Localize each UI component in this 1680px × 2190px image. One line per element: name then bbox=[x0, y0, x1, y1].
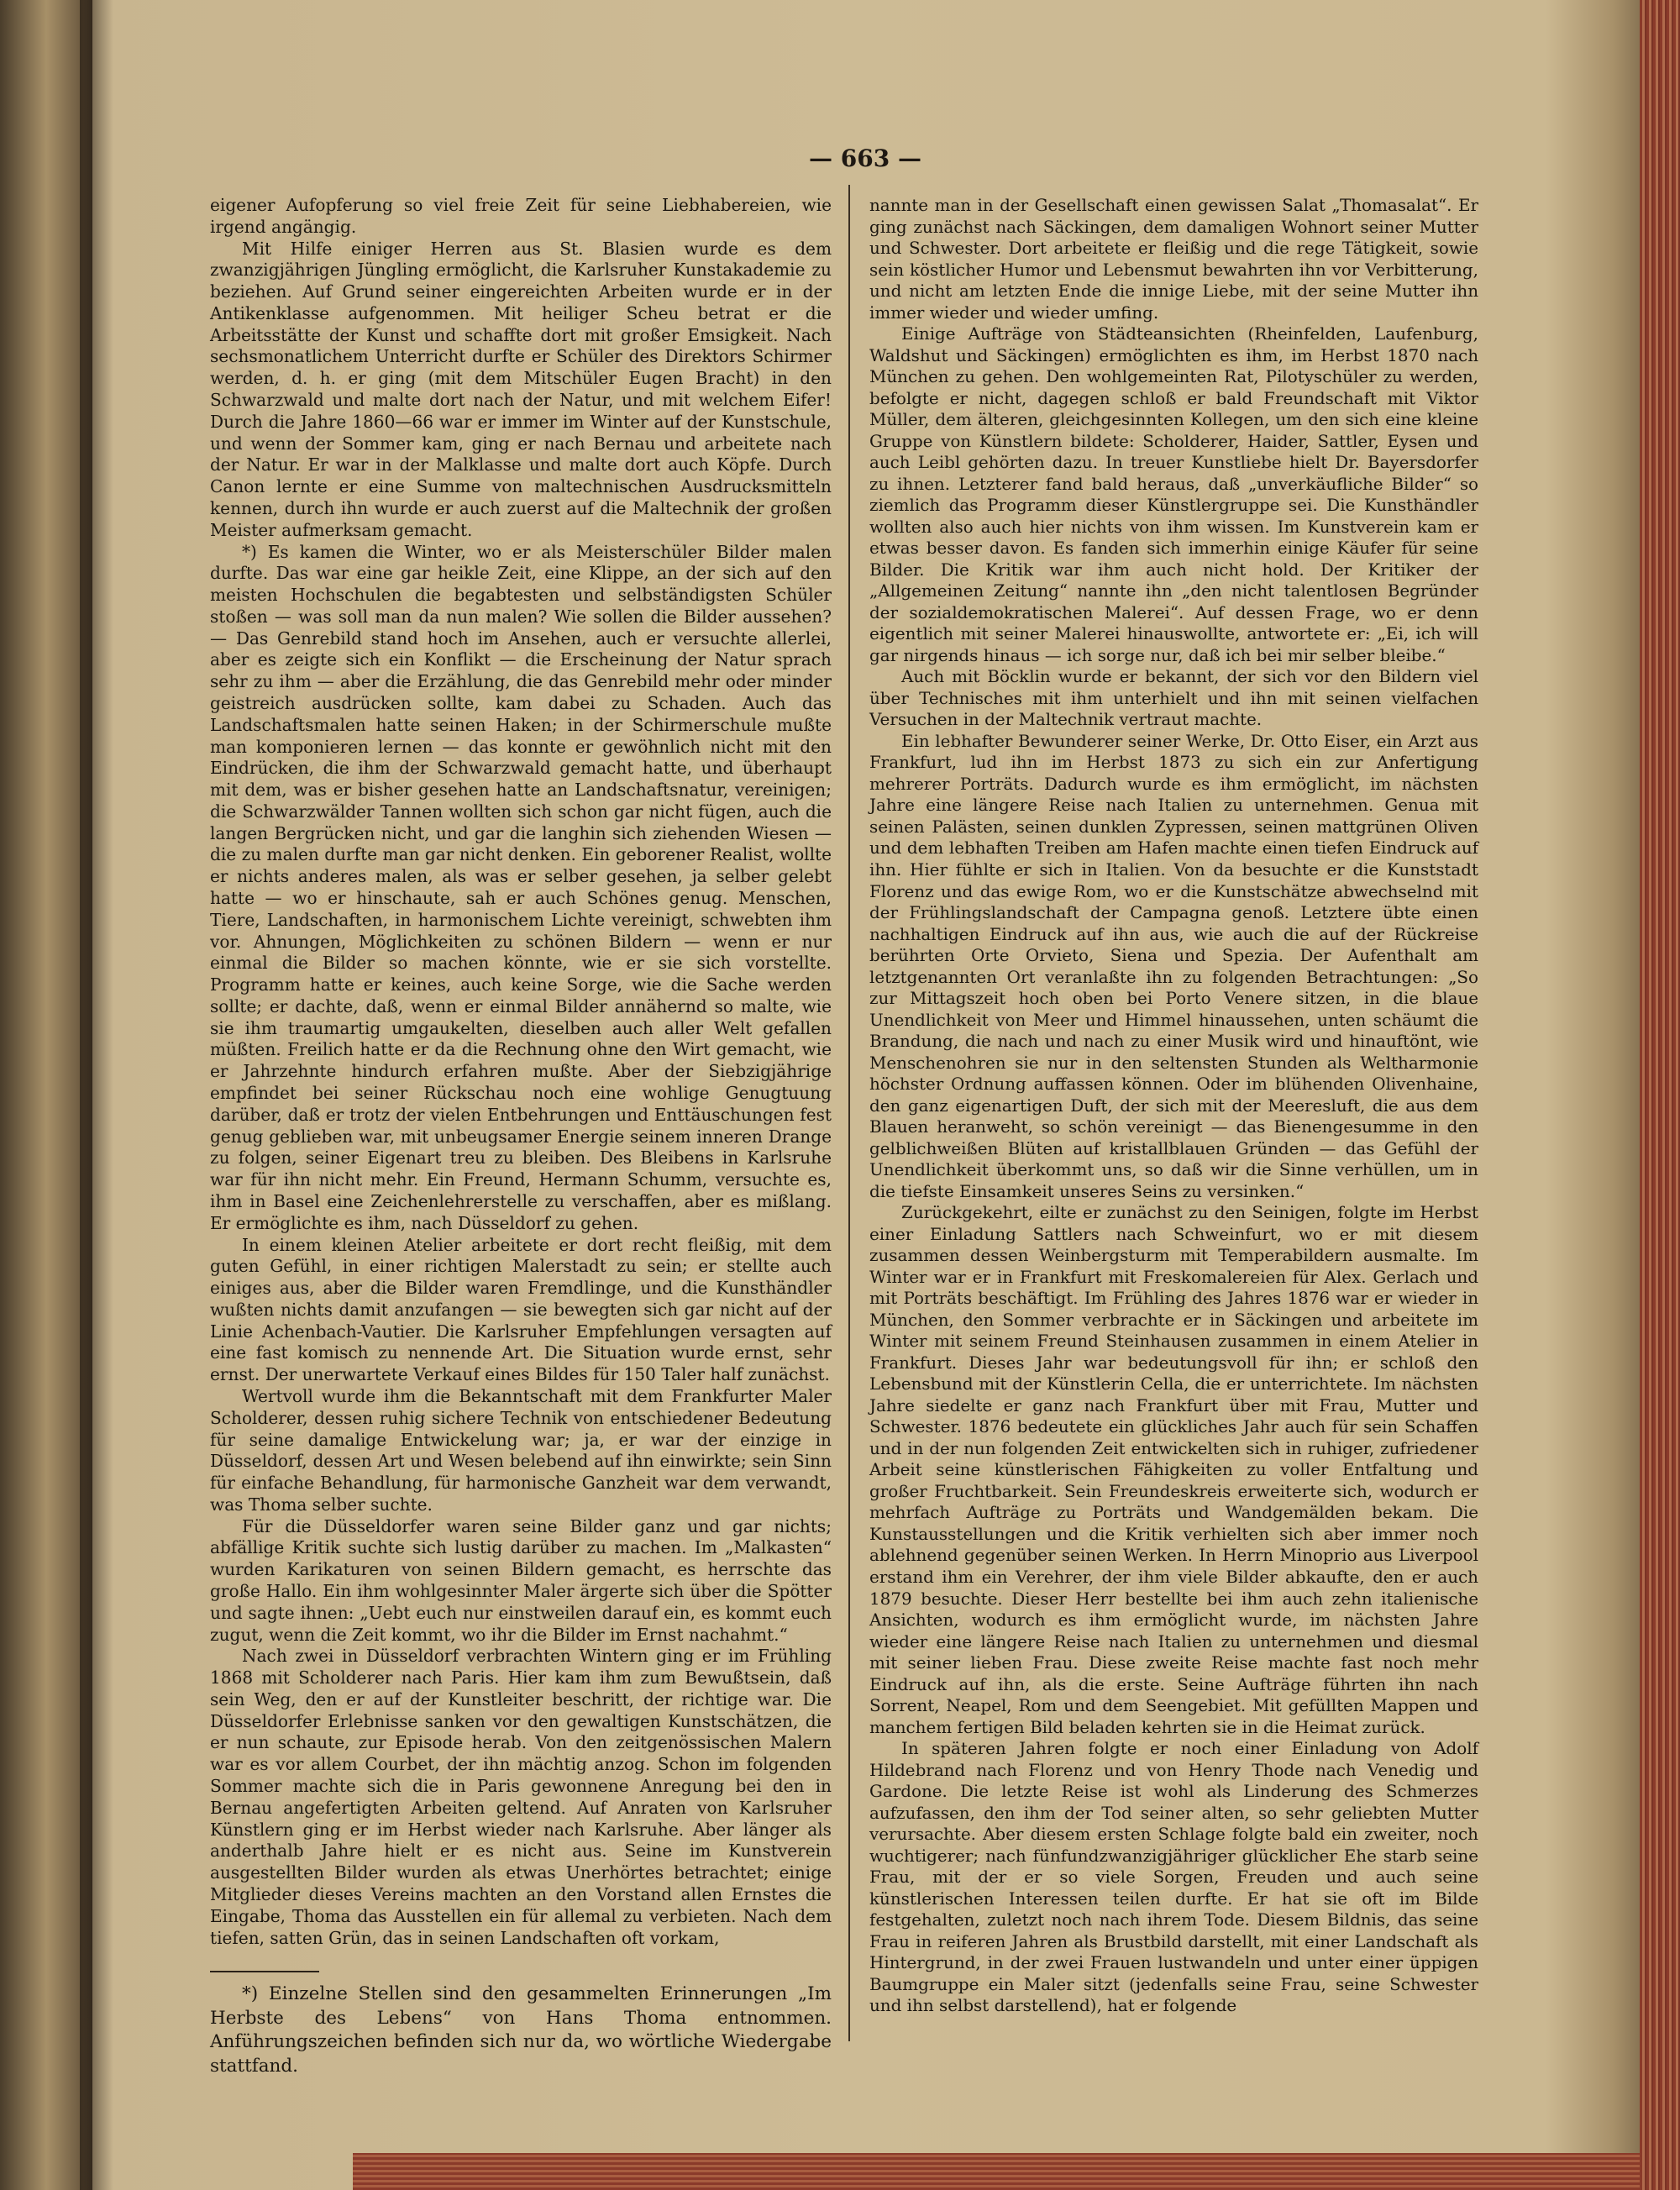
footnote-rule bbox=[210, 1971, 319, 1972]
column-divider bbox=[848, 185, 850, 2041]
left-page-edge bbox=[0, 0, 92, 2190]
left-column-paragraph: Nach zwei in Düsseldorf verbrachten Wintern ging er im Frühling 1868 mit Scholderer nach Paris. Hier kam ihm zum Bewußtsein, daß sein Weg, den er auf der Kunstleiter beschritt, der richtige war. Die Düsseldorfer Erlebnisse sanken vor den gewaltigen Kunstschätzen, die er nun schaute, zur Episode herab. Von den zeitgenössischen Malern war es vor allem Courbet, der ihn mächtig anzog. Schon im folgenden Sommer machte sich die in Paris gewonnene Anregung bei den in Bernau angefertigten Arbeiten geltend. Auf Anraten von Karlsruher Künstlern ging er im Herbst wieder nach Karlsruhe. Aber länger als anderthalb Jahre hielt er es nicht aus. Seine im Kunstverein ausgestellten Bilder wurden als etwas Unerhörtes betrachtet; einige Mitglieder dieses Vereins machten an den Vorstand allen Ernstes die Eingabe, Thoma das Ausstellen ein für allemal zu verbieten. Nach dem tiefen, satten Grün, das in seinen Landschaften oft vorkam, bbox=[210, 1646, 832, 1948]
left-column-paragraph: eigener Aufopferung so viel freie Zeit für seine Liebhabereien, wie irgend angängig. bbox=[210, 195, 832, 237]
footnote-text: *) Einzelne Stellen sind den gesammelten Erinnerungen „Im Herbste des Lebens“ von Hans Thoma entnommen. Anführungszeichen befinden sich nur da, wo wörtliche Wiedergabe stattfand. bbox=[210, 1983, 832, 2077]
left-column-paragraph: *) Es kamen die Winter, wo er als Meisterschüler Bilder malen durfte. Das war eine gar heikle Zeit, eine Klippe, an der sich auf den meisten Hochschulen die begabtesten und selbständigsten Schüler stoßen — was soll man da nun malen? Wie sollen die Bilder aussehen? — Das Genrebild stand hoch im Ansehen, auch er versuchte allerlei, aber es zeigte sich ein Konflikt — die Erscheinung der Natur sprach sehr zu ihm — aber die Erzählung, die das Genrebild mehr oder minder geistreich ausdrücken sollte, kam dabei zu Schaden. Auch das Landschaftsmalen hatte seinen Haken; in der Schirmerschule mußte man komponieren lernen — das konnte er gewöhnlich nicht mit den Eindrücken, die ihm der Schwarzwald gemacht hatte, und überhaupt mit dem, was er bisher gesehen hatte an Landschaftsnatur, vereinigen; die Schwarzwälder Tannen wollten sich schon gar nicht fügen, auch die langen Bergrücken nicht, und gar die langhin sich ziehenden Wiesen — die zu malen durfte man gar nicht denken. Ein geborener Realist, wollte er nichts anderes malen, als was er selber gesehen, ja selber gelebt hatte — wo er hinschaute, sah er auch Schönes genug. Menschen, Tiere, Landschaften, in harmonischem Lichte vereinigt, schwebten ihm vor. Ahnungen, Möglichkeiten zu schönen Bildern — wenn er nur einmal die Bilder so machen könnte, wie er sie sich vorstellte. Programm hatte er keines, auch keine Sorge, wie die Sache werden sollte; er dachte, daß, wenn er einmal Bilder annähernd so malte, wie sie ihm traumartig umgaukelten, dieselben auch aller Welt gefallen müßten. Freilich hatte er da die Rechnung ohne den Wirt gemacht, wie er Jahrzehnte hindurch erfahren mußte. Aber der Siebzigjährige empfindet bei seiner Rückschau noch eine wohlige Genugtuung darüber, daß er trotz der vielen Entbehrungen und Enttäuschungen fest genug geblieben war, mit unbeugsamer Energie seinem inneren Drange zu folgen, seiner Eigenart treu zu bleiben. Des Bleibens in Karlsruhe war für ihn nicht mehr. Ein Freund, Hermann Schumm, versuchte es, ihm in Basel eine Zeichenlehrerstelle zu verschaffen, aber es mißlang. Er ermöglichte es ihm, nach Düsseldorf zu gehen. bbox=[210, 541, 832, 1233]
bottom-page-edge bbox=[353, 2153, 1640, 2190]
left-column-paragraph: Wertvoll wurde ihm die Bekanntschaft mit dem Frankfurter Maler Scholderer, dessen ruhig sichere Technik von entschiedener Bedeutung für seine damalige Entwickelung war; ja, er war der einzige in Düsseldorf, dessen Art und Wesen belebend auf ihn einwirkte; sein Sinn für einfache Behandlung, für harmonische Ganzheit war dem verwandt, was Thoma selber suchte. bbox=[210, 1385, 832, 1515]
left-text-column bbox=[210, 195, 832, 1949]
footnote bbox=[210, 1983, 832, 2078]
right-text-column bbox=[869, 195, 1478, 2017]
left-column-paragraph: In einem kleinen Atelier arbeitete er dort recht fleißig, mit dem guten Gefühl, in einer richtigen Malerstadt zu sein; er stellte auch einiges aus, aber die Bilder waren Fremdlinge, und die Kunsthändler wußten nichts damit anzufangen — sie bewegten sich gar nicht auf der Linie Achenbach-Vautier. Die Karlsruher Empfehlungen versagten auf eine fast komisch zu nennende Art. Die Situation wurde ernst, sehr ernst. Der unerwartete Verkauf eines Bildes für 150 Taler half zunächst. bbox=[210, 1234, 832, 1385]
right-column-paragraph: In späteren Jahren folgte er noch einer Einladung von Adolf Hildebrand nach Florenz und von Henry Thode nach Venedig und Gardone. Die letzte Reise ist wohl als Linderung des Schmerzes aufzufassen, den ihm der Tod seiner alten, so sehr geliebten Mutter verursachte. Aber diesem ersten Schlage folgte bald ein zweiter, noch wuchtigerer; nach fünfundzwanzigjähriger glücklicher Ehe starb seine Frau, mit der er so viele Sorgen, Freuden und auch seine künstlerischen Interessen teilen durfte. Er hat sie oft im Bilde festgehalten, zuletzt noch nach ihrem Tode. Diesem Bildnis, das seine Frau in reiferen Jahren als Brustbild darstellt, mit einer Landschaft als Hintergrund, in der zwei Frauen lustwandeln und unter einer üppigen Baumgruppe ein Maler sitzt (jedenfalls seine Frau, seine Schwester und ihn selbst darstellend), hat er folgende bbox=[869, 1739, 1478, 2016]
right-column-paragraph: Einige Aufträge von Städteansichten (Rheinfelden, Laufenburg, Waldshut und Säckingen) ermöglichten es ihm, im Herbst 1870 nach München zu gehen. Den wohlgemeinten Rat, Pilotyschüler zu werden, befolgte er nicht, dagegen schloß er bald Freundschaft mit Viktor Müller, dem älteren, gleichgesinnten Kollegen, um den sich eine kleine Gruppe von Künstlern bildete: Scholderer, Haider, Sattler, Eysen und auch Leibl gehörten dazu. In treuer Kunstliebe hielt Dr. Bayersdorfer zu ihnen. Letzterer fand bald heraus, daß „unverkäufliche Bilder“ so ziemlich das Programm dieser Künstlergruppe sei. Die Kunsthändler wollten also auch hier nichts von ihm wissen. Im Kunstverein kam er etwas besser davon. Es fanden sich immerhin einige Käufer für seine Bilder. Die Kritik war ihm auch nicht hold. Der Kritiker der „Allgemeinen Zeitung“ nannte ihn „den nicht talentlosen Begründer der sozialdemokratischen Malerei“. Auf dessen Frage, wo er denn eigentlich mit seiner Malerei hinauswollte, antwortete er: „Ei, ich will gar nirgends hinaus — ich sorge nur, daß ich bei mir selber bleibe.“ bbox=[869, 324, 1478, 665]
page-number: — 663 — bbox=[809, 144, 921, 172]
left-column-paragraph: Für die Düsseldorfer waren seine Bilder ganz und gar nichts; abfällige Kritik suchte sich lustig darüber zu machen. Im „Malkasten“ wurden Karikaturen von seinen Bildern gemacht, es herrschte das große Hallo. Ein ihm wohlgesinnter Maler ärgerte sich über die Spötter und sagte ihnen: „Uebt euch nur einstweilen darauf ein, es kommt euch zugut, wenn die Zeit kommt, wo ihr die Bilder im Ernst nachahmt.“ bbox=[210, 1515, 832, 1645]
right-column-paragraph: Ein lebhafter Bewunderer seiner Werke, Dr. Otto Eiser, ein Arzt aus Frankfurt, lud ihn im Herbst 1873 zu sich ein zur Anfertigung mehrerer Porträts. Dadurch wurde es ihm ermöglicht, im nächsten Jahre eine längere Reise nach Italien zu unternehmen. Genua mit seinen Palästen, seinen dunklen Zypressen, seinen mattgrünen Oliven und dem lebhaften Treiben am Hafen machte einen tiefen Eindruck auf ihn. Hier fühlte er sich in Italien. Von da besuchte er die Kunststadt Florenz und das ewige Rom, wo er die Kunstschätze abwechselnd mit der Frühlingslandschaft der Campagna genoß. Letztere übte einen nachhaltigen Eindruck auf ihn aus, wie auch die auf der Rückreise berührten Orte Orvieto, Siena und Spezia. Der Aufenthalt am letztgenannten Ort veranlaßte ihn zu folgenden Betrachtungen: „So zur Mittagszeit hoch oben bei Porto Venere sitzen, in die blaue Unendlichkeit von Meer und Himmel hinaussehen, unten schäumt die Brandung, die nach und nach zu einer Musik wird und hinauftönt, wie Menschenohren sie nur in den seltensten Stunden als Weltharmonie höchster Ordnung auffassen können. Oder im blühenden Olivenhaine, den ganz eigenartigen Duft, der sich mit der Meeresluft, die aus dem Blauen heranweht, so schön vereinigt — das Bienengesumme in den gelblichweißen Blüten auf kristallblauen Gründen — das Gefühl der Unendlichkeit überkommt uns, so daß wir die Sinne verhüllen, um in die tiefste Einsamkeit unseres Seins zu versinken.“ bbox=[869, 731, 1478, 1201]
right-page-edge bbox=[1640, 0, 1680, 2190]
right-column-paragraph: Auch mit Böcklin wurde er bekannt, der sich vor den Bildern viel über Technisches mit ihm unterhielt und ihn mit seinen vielfachen Versuchen in der Maltechnik vertraut machte. bbox=[869, 667, 1478, 730]
right-column-paragraph: Zurückgekehrt, eilte er zunächst zu den Seinigen, folgte im Herbst einer Einladung Sattlers nach Schweinfurt, wo er mit diesem zusammen dessen Weinbergsturm mit Temperabildern ausmalte. Im Winter war er in Frankfurt mit Freskomalereien für Alex. Gerlach und mit Porträts beschäftigt. Im Frühling des Jahres 1876 war er wieder in München, den Sommer verbrachte er in Säckingen und arbeitete im Winter mit seinem Freund Steinhausen zusammen in einem Atelier in Frankfurt. Dieses Jahr war bedeutungsvoll für ihn; er schloß den Lebensbund mit der Künstlerin Cella, die er unterrichtete. Im nächsten Jahre siedelte er ganz nach Frankfurt über mit Frau, Mutter und Schwester. 1876 bedeutete ein glückliches Jahr auch für sein Schaffen und in der nun folgenden Zeit entwickelten sich in ruhiger, zufriedener Arbeit seine künstlerischen Fähigkeiten zu voller Entfaltung und großer Fruchtbarkeit. Sein Freundeskreis erweiterte sich, wodurch er mehrfach Aufträge zu Porträts und Wandgemälden bekam. Die Kunstausstellungen und die Kritik verhielten sich aber immer noch ablehnend gegenüber seinen Werken. In Herrn Minoprio aus Liverpool erstand ihm ein Verehrer, der ihm viele Bilder abkaufte, den er auch 1879 besuchte. Dieser Herr bestellte bei ihm auch zehn italienische Ansichten, wodurch es ihm ermöglicht wurde, im nächsten Jahre wieder eine längere Reise nach Italien zu unternehmen und diesmal mit seiner lieben Frau. Diese zweite Reise machte fast noch mehr Eindruck auf ihn, als die erste. Seine Aufträge führten ihn nach Sorrent, Neapel, Rom und dem Seengebiet. Mit gefüllten Mappen und manchem fertigen Bild beladen kehrten sie in die Heimat zurück. bbox=[869, 1203, 1478, 1737]
gutter-shadow bbox=[80, 0, 113, 2190]
left-column-paragraph: Mit Hilfe einiger Herren aus St. Blasien wurde es dem zwanzigjährigen Jüngling ermöglicht, die Karlsruher Kunstakademie zu beziehen. Auf Grund seiner eingereichten Arbeiten wurde er in der Antikenklasse aufgenommen. Mit heiliger Scheu betrat er die Arbeitsstätte der Kunst und schaffte dort mit großer Emsigkeit. Nach sechsmonatlichem Unterricht durfte er Schüler des Direktors Schirmer werden, d. h. er ging (mit dem Mitschüler Eugen Bracht) in den Schwarzwald und malte dort nach der Natur, und mit welchem Eifer! Durch die Jahre 1860—66 war er immer im Winter auf der Kunstschule, und wenn der Sommer kam, ging er nach Bernau und arbeitete nach der Natur. Er war in der Malklasse und malte dort auch Köpfe. Durch Canon lernte er eine Summe von maltechnischen Ausdrucksmitteln kennen, durch ihn wurde er auch zuerst auf die Maltechnik der großen Meister aufmerksam gemacht. bbox=[210, 238, 832, 540]
right-column-paragraph: nannte man in der Gesellschaft einen gewissen Salat „Thomasalat“. Er ging zunächst nach Säckingen, dem damaligen Wohnort seiner Mutter und Schwester. Dort arbeitete er fleißig und die rege Tätigkeit, sowie sein köstlicher Humor und Lebensmut bewahrten ihn vor Verbitterung, und nicht am letzten Ende die innige Liebe, mit der seine Mutter ihn immer wieder und wieder umfing. bbox=[869, 196, 1478, 323]
